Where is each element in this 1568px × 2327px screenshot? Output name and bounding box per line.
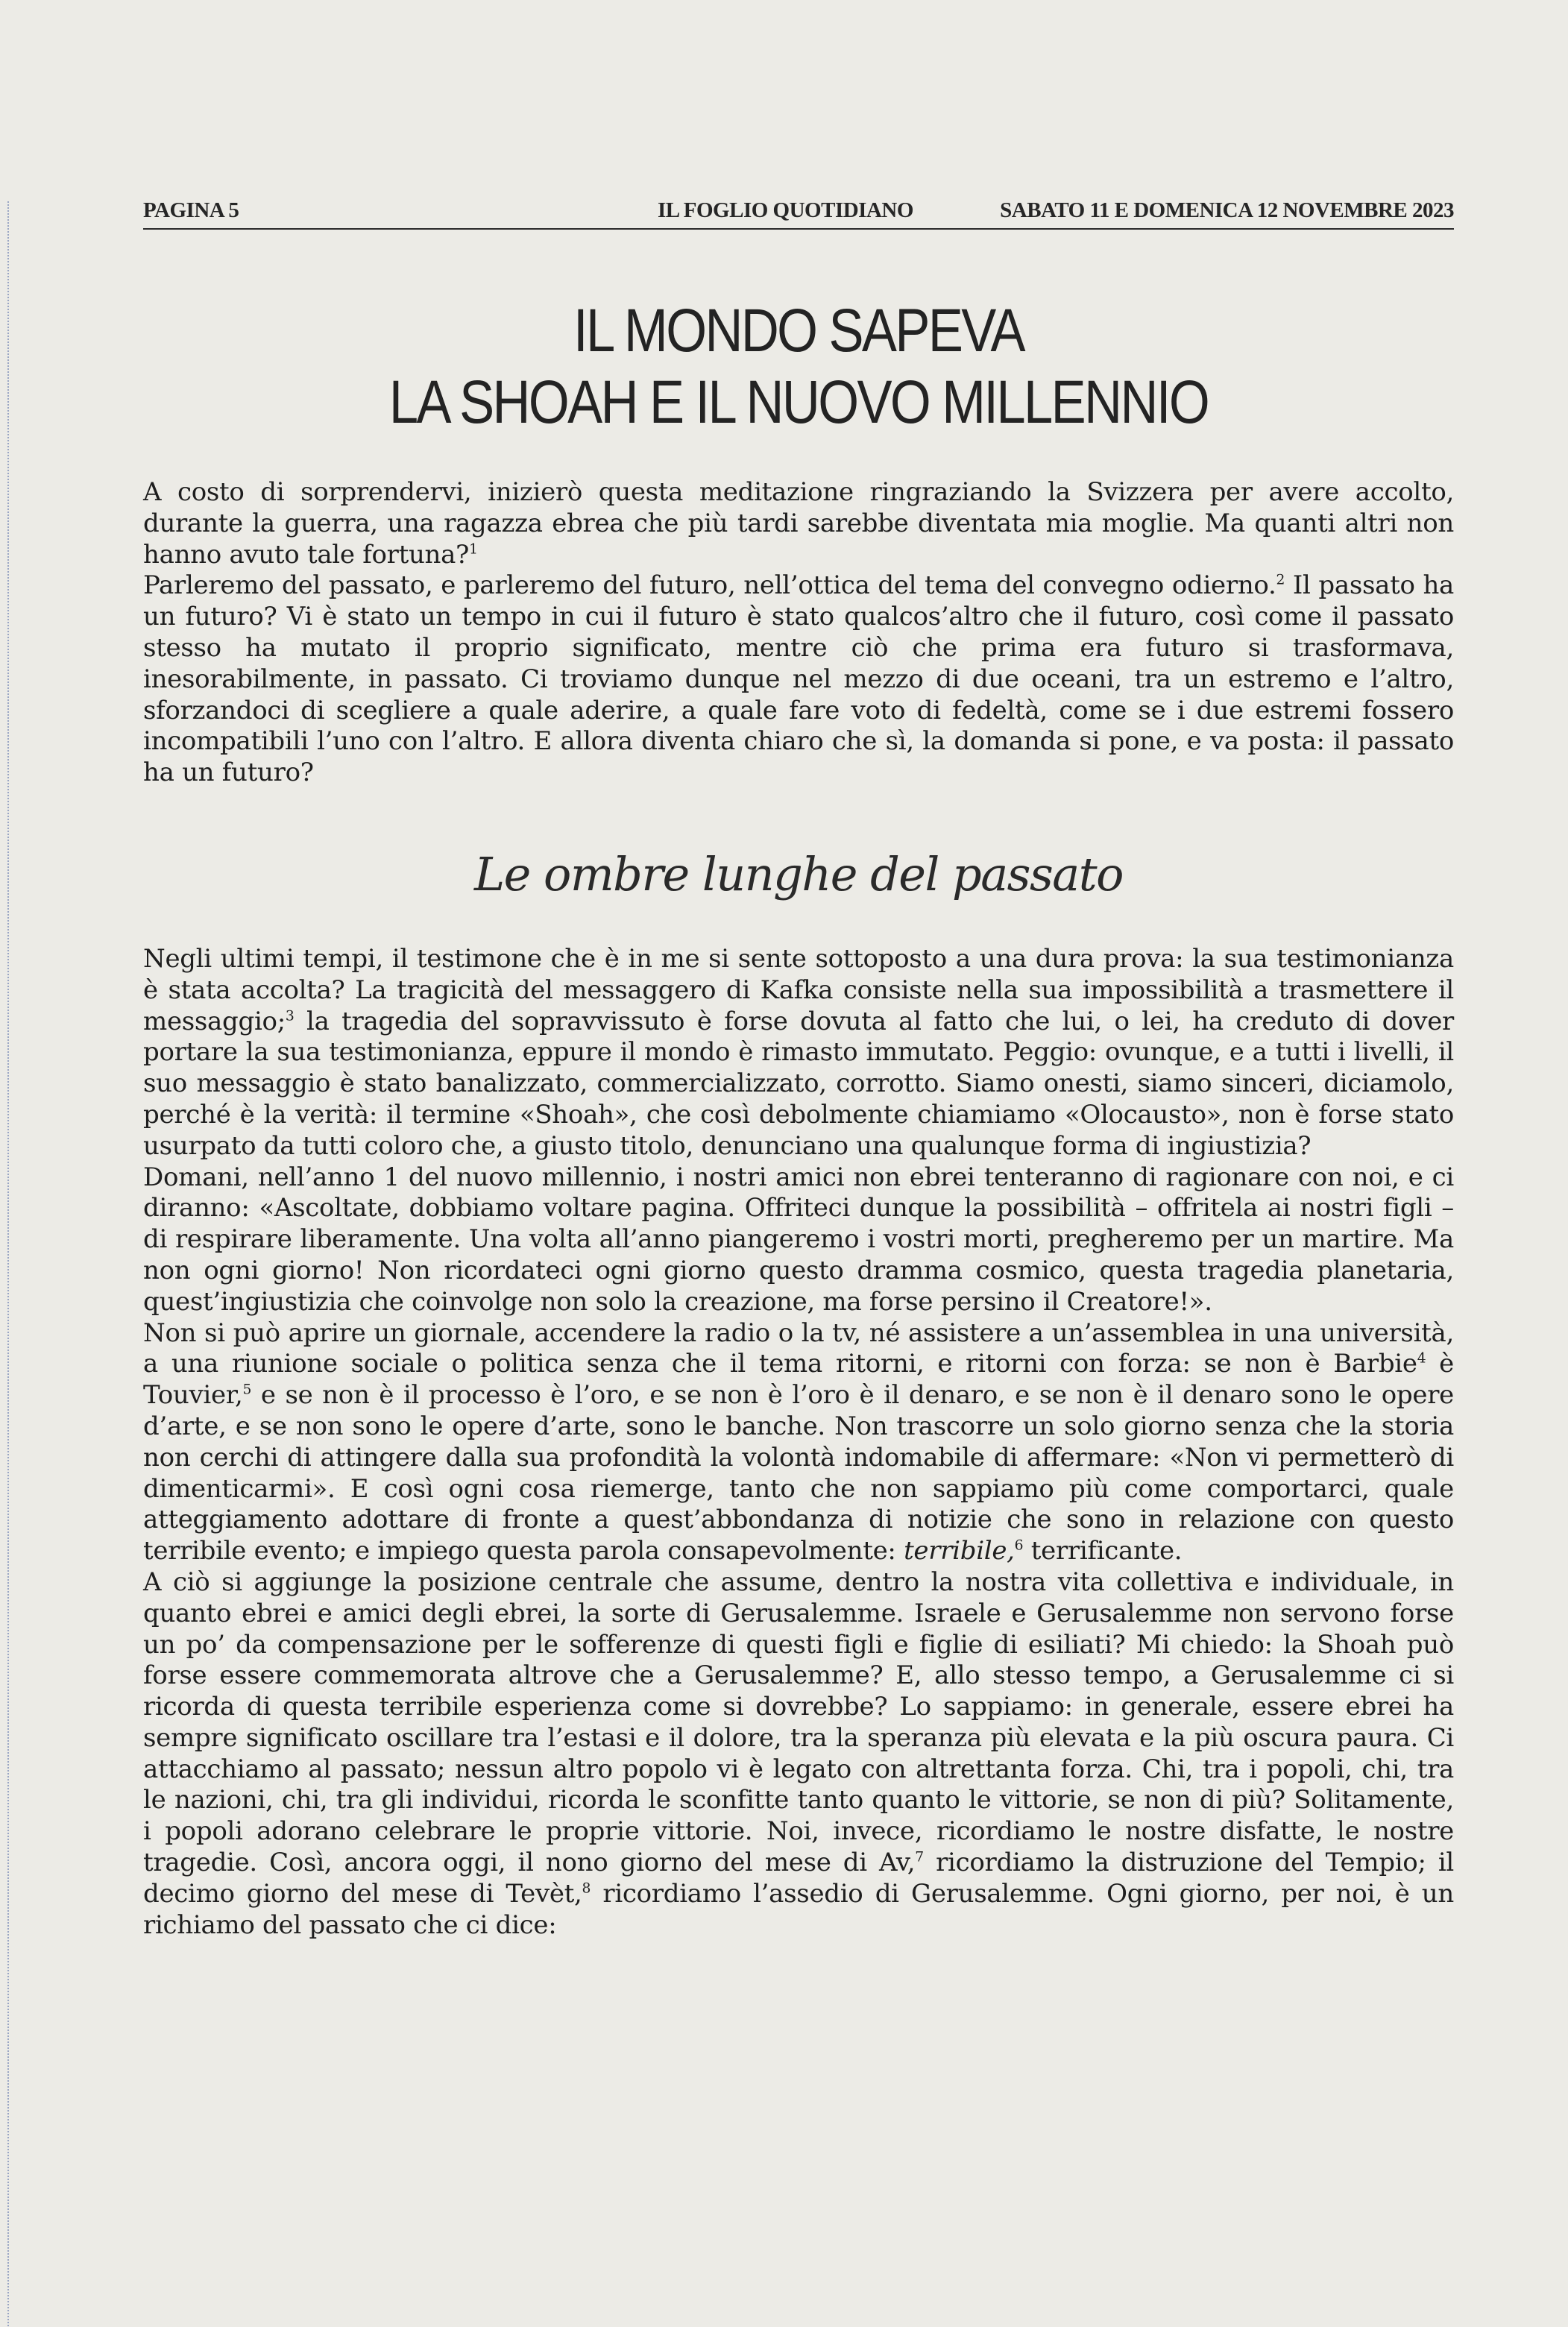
section-subtitle: Le ombre lunghe del passato <box>473 846 1124 901</box>
body-paragraph-1-text-b: la tragedia del sopravvissuto è forse dovuta al fatto che lui, o lei, ha creduto di dover portare la sua testimonianza, eppure il mondo è rimasto immutato. Peggio: ovunque, e a tutti i livelli, il suo messaggio è stato banalizzato, commercializzato, corrotto. Siamo onesti, siamo sinceri, diciamolo, perché è la verità: il termine «Shoah», che così debolmente chiamiamo «Olocausto», non è forse stato usurpato da tutti coloro che, a giusto titolo, denunciano una qualunque forma di ingiustizia? <box>143 1006 1454 1161</box>
body-paragraph-3 <box>143 1318 1454 1567</box>
body-paragraph-3-text-a: Non si può aprire un giornale, accendere la radio o la tv, né assistere a un’assemblea in una università, a una riunione sociale o politica senza che il tema ritorni, e ritorni con forza: se non è Barbie <box>143 1317 1454 1379</box>
footnote-ref-3: 3 <box>285 1008 295 1024</box>
page-header <box>143 195 1454 230</box>
article-title <box>235 295 1362 438</box>
footnote-ref-4: 4 <box>1417 1351 1426 1367</box>
footnote-ref-8: 8 <box>582 1880 591 1897</box>
footnote-ref-1: 1 <box>469 541 478 558</box>
intro-paragraph-1-text: A costo di sorprendervi, inizierò questa meditazione ringraziando la Svizzera per avere accolto, durante la guerra, una ragazza ebrea che più tardi sarebbe diventata mia moglie. Ma quanti altri non hanno avuto tale fortuna? <box>143 477 1454 570</box>
intro-paragraph-2 <box>143 570 1454 789</box>
paper-edge <box>7 201 9 2326</box>
body-paragraph-1-text-a: Negli ultimi tempi, il testimone che è in me si sente sottoposto a una dura prova: la sua testimonianza è stata accolta? La tragicità del messaggero di Kafka consiste nella sua impossibilità a trasmettere il messaggio; <box>143 943 1454 1036</box>
footnote-ref-6: 6 <box>1014 1537 1024 1554</box>
body-paragraph-1 <box>143 944 1454 1162</box>
footnote-ref-5: 5 <box>242 1382 252 1398</box>
newspaper-name: IL FOGLIO QUOTIDIANO <box>658 198 913 222</box>
body-paragraph-2-text: Domani, nell’anno 1 del nuovo millennio, i nostri amici non ebrei tenteranno di ragionare con noi, e ci diranno: «Ascoltate, dobbiamo voltare pagina. Offriteci dunque la possibilità – offritela ai nostri figli – di respirare liberamente. Una volta all’anno piangeremo i vostri morti, pregheremo per un martire. Ma non ogni giorno! Non ricordateci ogni giorno questo dramma cosmico, questa tragedia planetaria, quest’ingiustizia che coinvolge non solo la creazione, ma forse persino il Creatore!». <box>143 1162 1454 1317</box>
body-paragraph-3-italic-word: terribile, <box>904 1536 1015 1566</box>
body-paragraph-4-text-c: ricordiamo l’assedio di Gerusalemme. Ogni giorno, per noi, è un richiamo del passato che ci dice: <box>143 1878 1454 1940</box>
page-number: PAGINA 5 <box>143 198 239 222</box>
intro-paragraph-2-text-b: Il passato ha un futuro? Vi è stato un tempo in cui il futuro è stato qualcos’altro che il futuro, così come il passato stesso ha mutato il proprio significato, mentre ciò che prima era futuro si trasformava, inesorabilmente, in passato. Ci troviamo dunque nel mezzo di due oceani, tra un estremo e l’altro, sforzandoci di scegliere a quale aderire, a quale fare voto di fedeltà, come se i due estremi fossero incompatibili l’uno con l’altro. E allora diventa chiaro che sì, la domanda si pone, e va posta: il passato ha un futuro? <box>143 570 1455 788</box>
body-paragraph-3-text-c: e se non è il processo è l’oro, e se non è l’oro è il denaro, e se non è il denaro sono le opere d’arte, e se non sono le opere d’arte, sono le banche. Non trascorre un solo giorno senza che la storia non cerchi di attingere dalla sua profondità la volontà indomabile di affermare: «Non vi permetterò di dimenticarmi». E così ogni cosa riemerge, tanto che non sappiamo più come comportarci, quale atteggiamento adottare di fronte a quest’abbondanza di notizie che sono in relazione con questo terribile evento; e impiego questa parola consapevolmente: <box>143 1380 1454 1566</box>
issue-date: SABATO 11 E DOMENICA 12 NOVEMBRE 2023 <box>1000 198 1454 222</box>
body-paragraph-2 <box>143 1162 1454 1318</box>
intro-paragraph-2-text-a: Parleremo del passato, e parleremo del futuro, nell’ottica del tema del convegno odierno. <box>143 570 1276 601</box>
body-paragraph-4-text-a: A ciò si aggiunge la posizione centrale che assume, dentro la nostra vita collettiva e individuale, in quanto ebrei e amici degli ebrei, la sorte di Gerusalemme. Israele e Gerusalemme non servono forse un po’ da compensazione per le sofferenze di questi figli e figlie di esiliati? Mi chiedo: la Shoah può forse essere commemorata altrove che a Gerusalemme? E, allo stesso tempo, a Gerusalemme ci si ricorda di questa terribile esperienza come si dovrebbe? Lo sappiamo: in generale, essere ebrei ha sempre significato oscillare tra l’estasi e il dolore, tra la speranza più elevata e la più oscura paura. Ci attacchiamo al passato; nessun altro popolo vi è legato con altrettanta forza. Chi, tra i popoli, chi, tra le nazioni, chi, tra gli individui, ricorda le sconfitte tanto quanto le vittorie, se non di più? Solitamente, i popoli adorano celebrare le proprie vittorie. Noi, invece, ricordiamo le nostre disfatte, le nostre tragedie. Così, ancora oggi, il nono giorno del mese di Av, <box>143 1566 1454 1878</box>
title-line-1: IL MONDO SAPEVA <box>573 297 1024 365</box>
title-line-2: LA SHOAH E IL NUOVO MILLENNIO <box>388 368 1209 436</box>
body-paragraph-4-text-b: ricordiamo la distruzione del Tempio; il decimo giorno del mese di Tevèt, <box>143 1848 1454 1909</box>
intro-paragraph-1 <box>143 477 1454 570</box>
footnote-ref-7: 7 <box>915 1849 924 1865</box>
footnote-ref-2: 2 <box>1276 573 1285 589</box>
body-paragraph-3-text-b: è Touvier, <box>143 1349 1454 1411</box>
body-paragraph-3-text-d: terrificante. <box>1023 1536 1183 1566</box>
newspaper-page <box>143 195 1454 1941</box>
body-paragraph-4 <box>143 1567 1454 1942</box>
